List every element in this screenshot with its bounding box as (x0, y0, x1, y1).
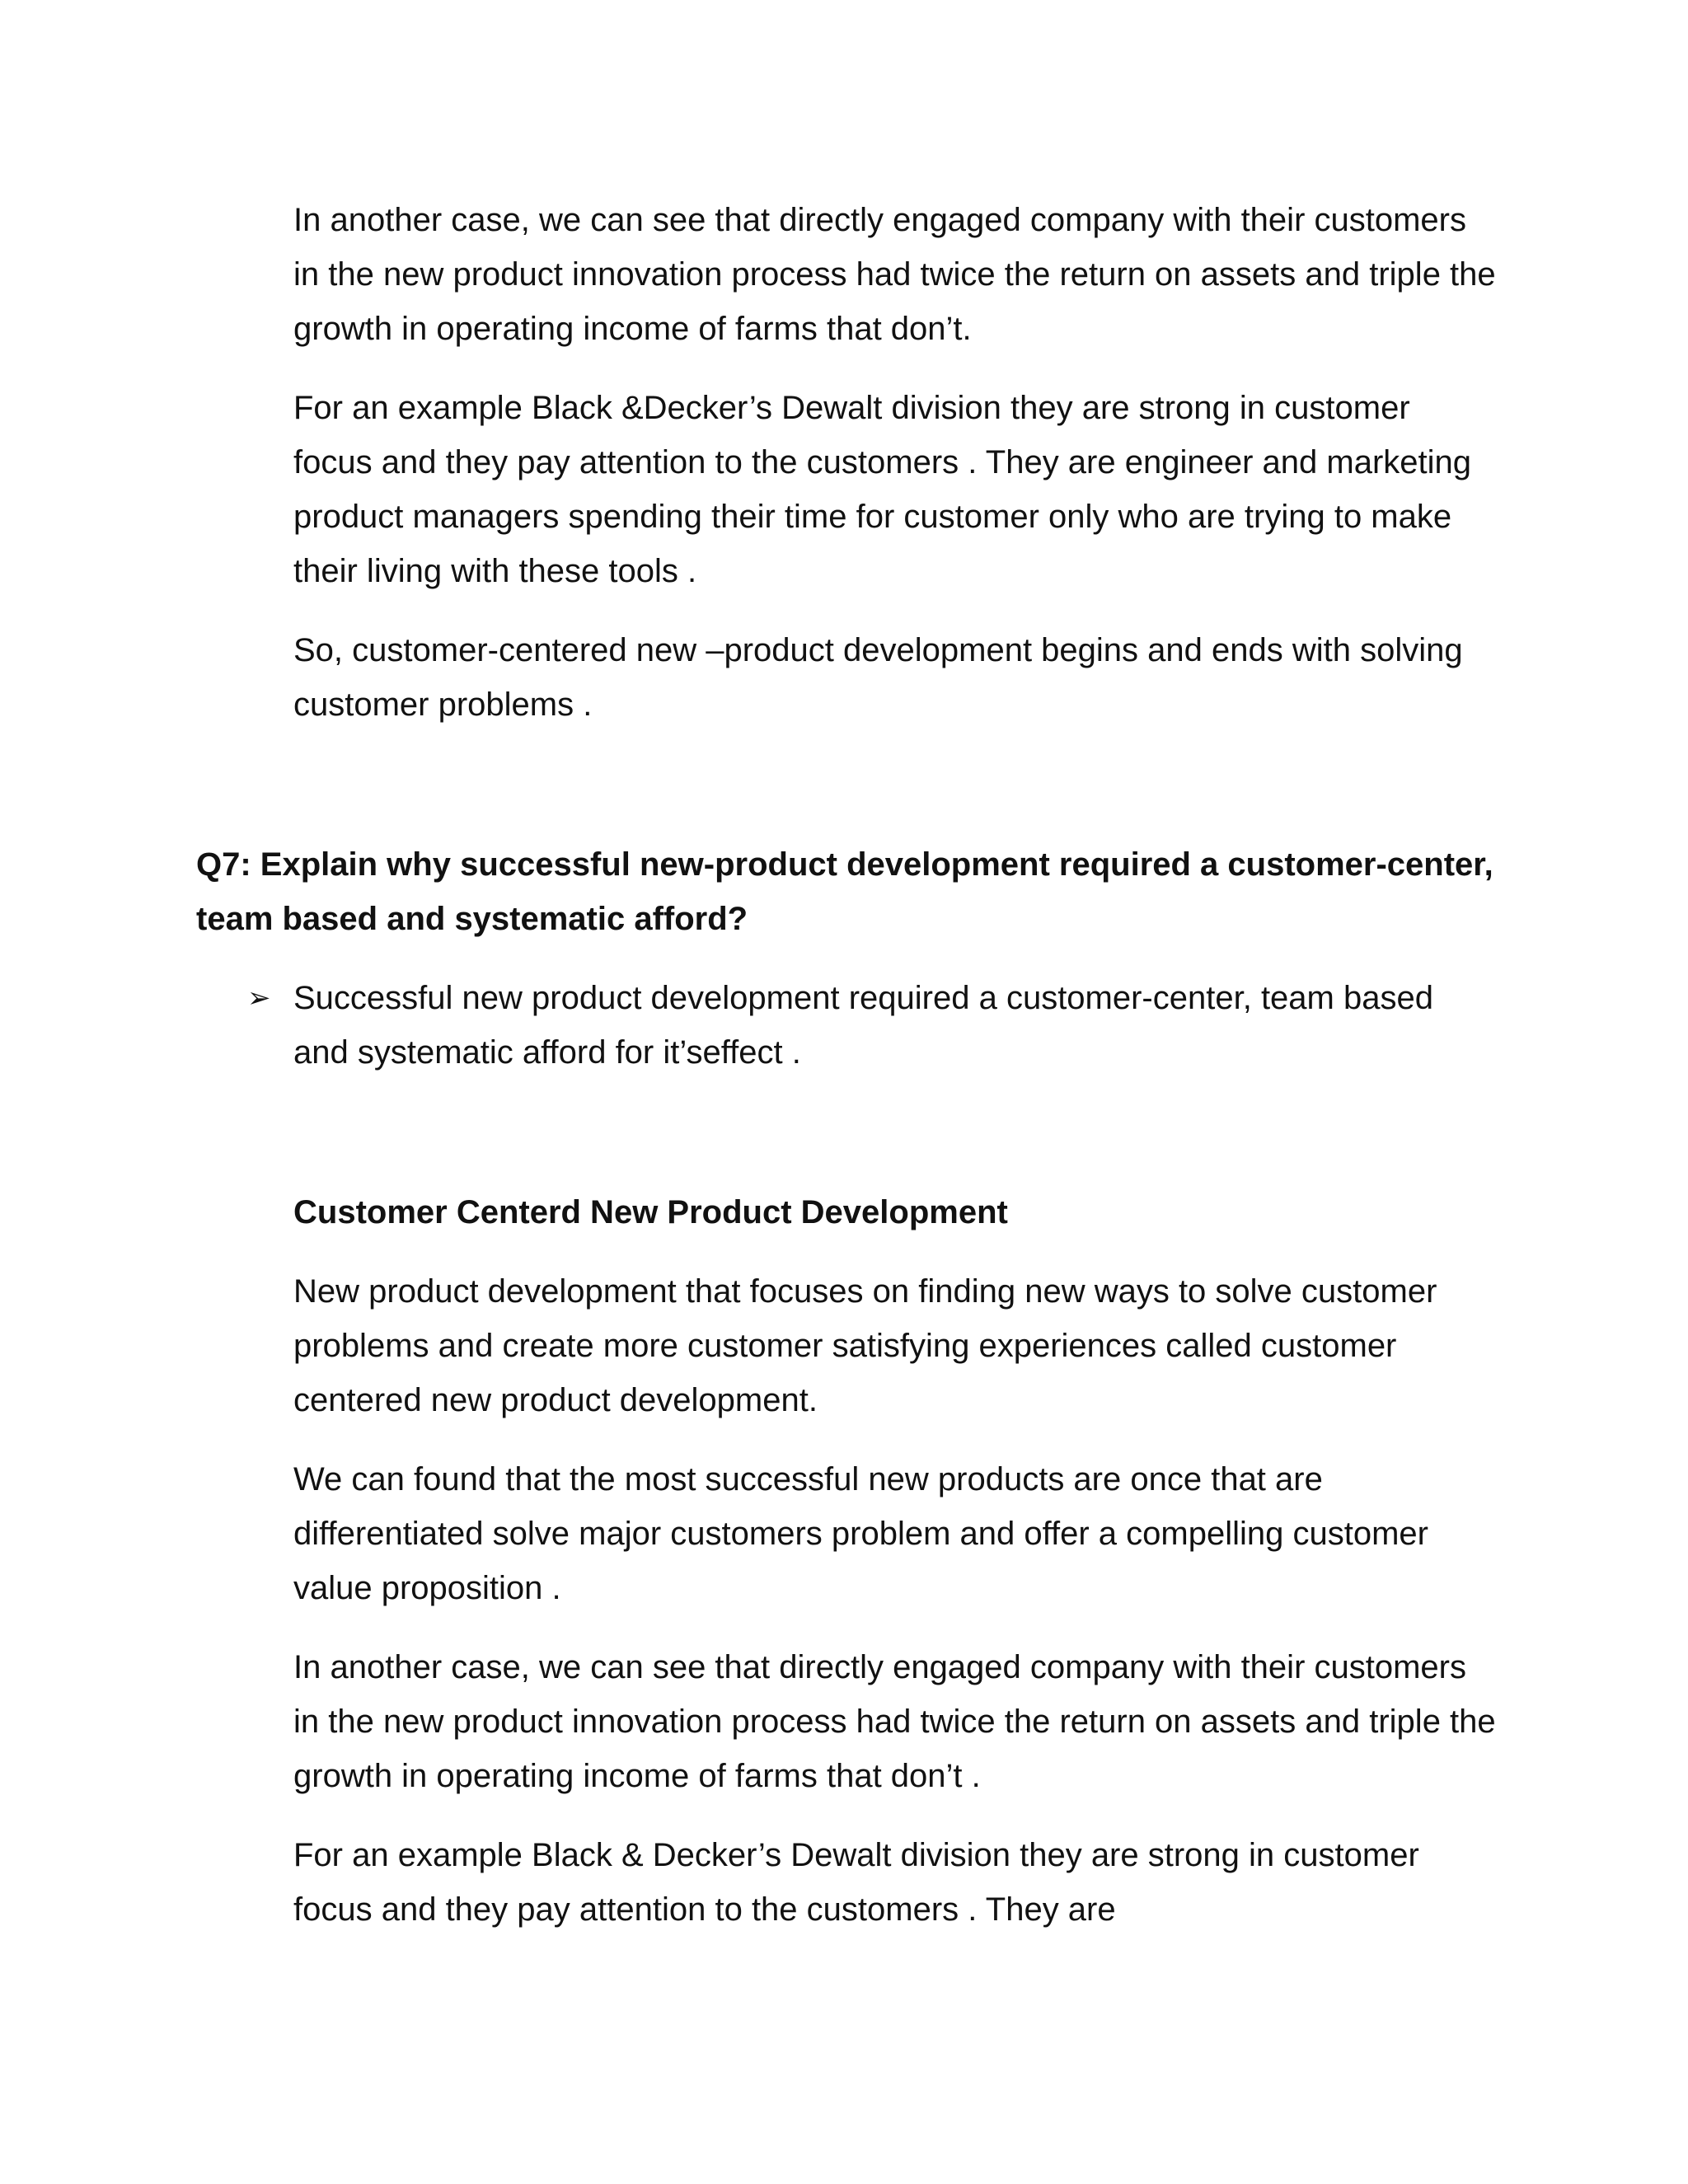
bullet-text: Successful new product development required a customer-center, team based and systematic afford for it’seffect . (293, 980, 1433, 1071)
paragraph-dewalt-example: For an example Black &Decker’s Dewalt division they are strong in customer focus and they pay attention to the customers . They are engineer and marketing product managers spending their time for customer only who are trying to make their living with these tools . (293, 390, 1472, 589)
paragraph-successful-products: We can found that the most successful new products are once that are differentiated solve major customers problem and offer a compelling customer value proposition . (293, 1461, 1428, 1606)
bullet-item (247, 971, 1517, 1080)
paragraph-engaged-company: In another case, we can see that directly engaged company with their customers in the new product innovation process had twice the return on assets and triple the growth in operating income of farms that don’t . (293, 1649, 1496, 1794)
arrow-bullet-icon: ➢ (247, 982, 271, 1014)
paragraph-definition: New product development that focuses on finding new ways to solve customer problems and create more customer satisfying experiences called customer centered new product development. (293, 1273, 1437, 1418)
paragraph-intro-return-on-assets: In another case, we can see that directly engaged company with their customers in the new product innovation process had twice the return on assets and triple the growth in operating income of farms that don’t. (293, 202, 1496, 347)
paragraph-dewalt-example-2: For an example Black & Decker’s Dewalt division they are strong in customer focus and they pay attention to the customers . They are (293, 1837, 1419, 1928)
section-subheading: Customer Centerd New Product Development (293, 1194, 1008, 1230)
paragraph-customer-centered-summary: So, customer-centered new –product development begins and ends with solving customer problems . (293, 632, 1463, 723)
question-heading: Q7: Explain why successful new-product development required a customer-center, team based and systematic afford? (196, 846, 1493, 937)
